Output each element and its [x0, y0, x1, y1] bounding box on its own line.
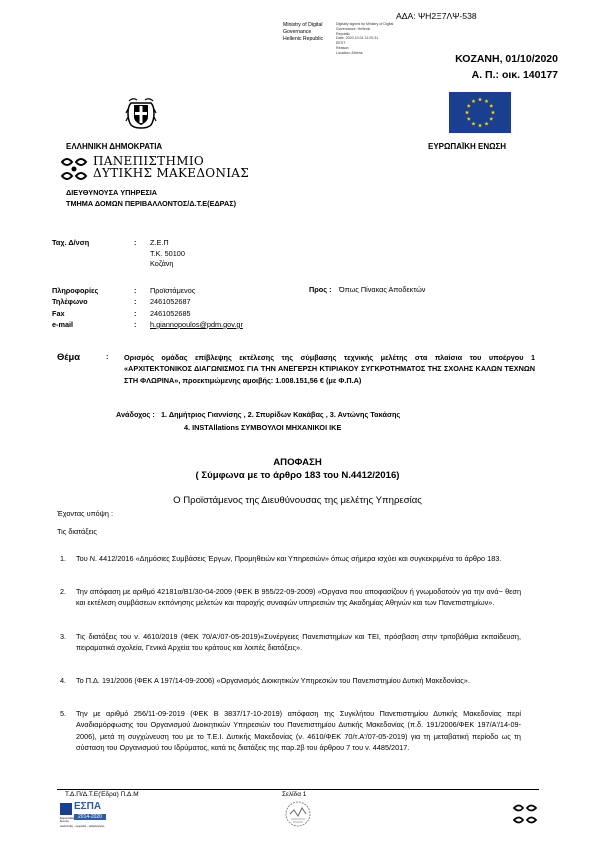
- contact-row: Πληροφορίες : Προϊστάμενος: [52, 286, 196, 295]
- contractor-label: Ανάδοχος :: [116, 410, 155, 419]
- decision-title: ΑΠΟΦΑΣΗ: [273, 457, 322, 468]
- provisions-label: Τις διατάξεις: [57, 527, 97, 536]
- list-item: 4. Το Π.Δ. 191/2006 (ΦΕΚ Α 197/14-09-2006) «Οργανισμός Διοικητικών Υπηρεσιών του Πανεπιστημίου Δυτική Μακεδονίας».: [60, 676, 470, 685]
- contact-row: Fax : 2461052685: [52, 308, 191, 318]
- decision-authority: Ο Προϊστάμενος της Διευθύνουσας της μελέτης Υπηρεσίας: [173, 495, 422, 506]
- eu-flag-icon: [449, 92, 511, 133]
- address-lines: Ζ.Ε.Π Τ.Κ. 50100 Κοζάνη: [150, 238, 185, 268]
- recipient-value: Όπως Πίνακας Αποδεκτών: [339, 285, 426, 294]
- signature-left: Ministry of Digital Governance Hellenic Republic: [283, 22, 324, 42]
- eu-star-icon: [465, 110, 469, 114]
- recipient-label: Προς :: [309, 285, 332, 294]
- greek-coat-of-arms-icon: [125, 95, 157, 131]
- protocol-number: Α. Π.: οικ. 140177: [471, 69, 558, 81]
- department: ΤΜΗΜΑ ΔΟΜΩΝ ΠΕΡΙΒΑΛΛΟΝΤΟΣ/Δ.Τ.Ε(ΕΔΡΑΣ): [66, 199, 237, 208]
- contractor-line-1: 1. Δημήτριος Γιαννίσης , 2. Σπυρίδων Κακάβας , 3. Αντώνης Τακάσης: [161, 410, 401, 419]
- signature-seal-icon: [284, 800, 312, 828]
- email-link[interactable]: h.giannopoulos@pdm.gov.gr: [150, 319, 243, 329]
- eu-star-icon: [471, 122, 475, 126]
- decision-subtitle: ( Σύμφωνα με το άρθρο 183 του Ν.4412/2016): [195, 470, 400, 481]
- directorate: ΔΙΕΥΘΥΝΟΥΣΑ ΥΠΗΡΕΣΙΑ: [66, 188, 158, 197]
- eu-flag-small-icon: [60, 803, 72, 815]
- contact-block: [52, 285, 312, 330]
- contact-row: e-mail : h.giannopoulos@pdm.gov.gr: [52, 319, 243, 329]
- subject-label: Θέμα: [57, 351, 81, 362]
- page-number: Σελίδα 1: [282, 791, 307, 798]
- list-item: 5. Την με αριθμό 256/11-09-2019 (ΦΕΚ Β 3837/17-10-2019) απόφαση της Συγκλήτου Πανεπιστημίου Δυτικής Μακεδονίας περί Αναδιαμόρφωσης του Οργανισμού Διοικητικών Υπηρεσιών του Πανεπιστημίου Δυτικής Μακεδονίας (π.δ. 191/2006/ΦΕΚ 197/Α'/14-09-2006), μετά τη συγχώνευση του με το Τ.Ε.Ι. Δυτικής Μακεδονίας (ν. 4610/ΦΕΚ 70/τ.Α'/07-05-2019) για τη μεταβατική περίοδο ως τη σύσταση του Οργανισμού του Ιδρύματος, κατά τις διατάξεις της παρ.2β του άρθρου 7 του ν. 4485/2017.: [60, 709, 521, 752]
- eu-star-icon: [489, 104, 493, 108]
- eu-star-icon: [491, 110, 495, 114]
- place-date: ΚΟΖΑΝΗ, 01/10/2020: [455, 53, 558, 65]
- university-name: ΠΑΝΕΠΙΣΤΗΜΙΟ ΔΥΤΙΚΗΣ ΜΑΚΕΔΟΝΙΑΣ: [93, 154, 250, 180]
- footer-code: Τ.Δ.Π/Δ.Τ.Ε(Έδρα) Π.Δ.Μ: [65, 791, 139, 798]
- list-item: 3. Τις διατάξεις του ν. 4610/2019 (ΦΕΚ 70/Α'/07-05-2019)«Συνέργειες Πανεπιστημίων και ΤΕΙ, πρόσβαση στην τριτοβάθμια εκπαίδευση, πειραματικά σχολεία, Γενικά Αρχεία του κράτους και λοιπές διατάξεις».: [60, 632, 521, 653]
- footer-divider: [57, 789, 539, 790]
- address-label: Ταχ. Δ/νση: [52, 238, 90, 247]
- contractor-line-2: 4. INSTAllations ΣΥΜΒΟΥΛΟΙ ΜΗΧΑΝΙΚΟΙ ΙΚΕ: [184, 423, 342, 432]
- espa-logo: ΕΣΠΑ Ευρωπαϊκή Ένωση 2014-2020 ανάπτυξη - εργασία - αλληλεγγύη: [60, 801, 105, 828]
- ada-code: ΑΔΑ: ΨΗ2Ξ7ΛΨ-538: [396, 11, 477, 21]
- eu-star-icon: [478, 123, 482, 127]
- eu-star-icon: [471, 99, 475, 103]
- european-union: ΕΥΡΩΠΑΪΚΗ ΕΝΩΣΗ: [428, 142, 507, 151]
- hellenic-republic: ΕΛΛΗΝΙΚΗ ΔΗΜΟΚΡΑΤΙΑ: [66, 142, 163, 151]
- subject-text: Ορισμός ομάδας επίβλεψης εκτέλεσης της σύμβασης τεχνικής μελέτης στα πλαίσια του υποέργου 1 «ΑΡΧΙΤΕΚΤΟΝΙΚΟΣ ΔΙΑΓΩΝΙΣΜΟΣ ΓΙΑ ΤΗΝ ΑΝΕΓΕΡΣΗ ΚΤΙΡΙΑΚΟΥ ΣΥΓΚΡΟΤΗΜΑΤΟΣ ΤΗΣ ΣΧΟΛΗΣ ΚΑΛΩΝ ΤΕΧΝΩΝ ΣΤΗ ΦΛΩΡΙΝΑ», προεκτιμώμενης αμοιβής: 1.008.151,56 € (με Φ.Π.Α): [124, 353, 535, 385]
- eu-star-icon: [484, 99, 488, 103]
- eu-star-icon: [478, 97, 482, 101]
- footer-university-logo-icon: [512, 801, 538, 827]
- eu-star-icon: [489, 117, 493, 121]
- list-item: 1. Του Ν. 4412/2016 «Δημόσιες Συμβάσεις Έργων, Προμηθειών και Υπηρεσιών» όπως σήμερα ισχύει και συγκεκριμένα το άρθρο 183.: [60, 554, 502, 563]
- eu-star-icon: [467, 117, 471, 121]
- eu-star-icon: [484, 122, 488, 126]
- list-item: 2. Την απόφαση με αριθμό 42181α/Β1/30-04-2009 (ΦΕΚ Β 955/22-09-2009) «Όργανα που αποφασίζουν ή γνωμοδοτούν για την ανά− θεση και εκτέλεση συμβάσεων εκπόνησης μελετών και παροχής συναφών υπηρεσιών της Ακαδημίας Αθηνών και των Πανεπιστημίων».: [60, 587, 521, 608]
- eu-star-icon: [467, 104, 471, 108]
- contact-row: Τηλέφωνο : 2461052687: [52, 297, 191, 307]
- signature-right: Digitally signed by Ministry of Digital Governance, Hellenic Republic Date: 2020.10.01 11:20:31 EEST Reason: Location: Athens: [336, 22, 394, 55]
- considering-label: Έχοντας υπόψη :: [57, 509, 114, 518]
- university-logo-icon: [59, 154, 89, 184]
